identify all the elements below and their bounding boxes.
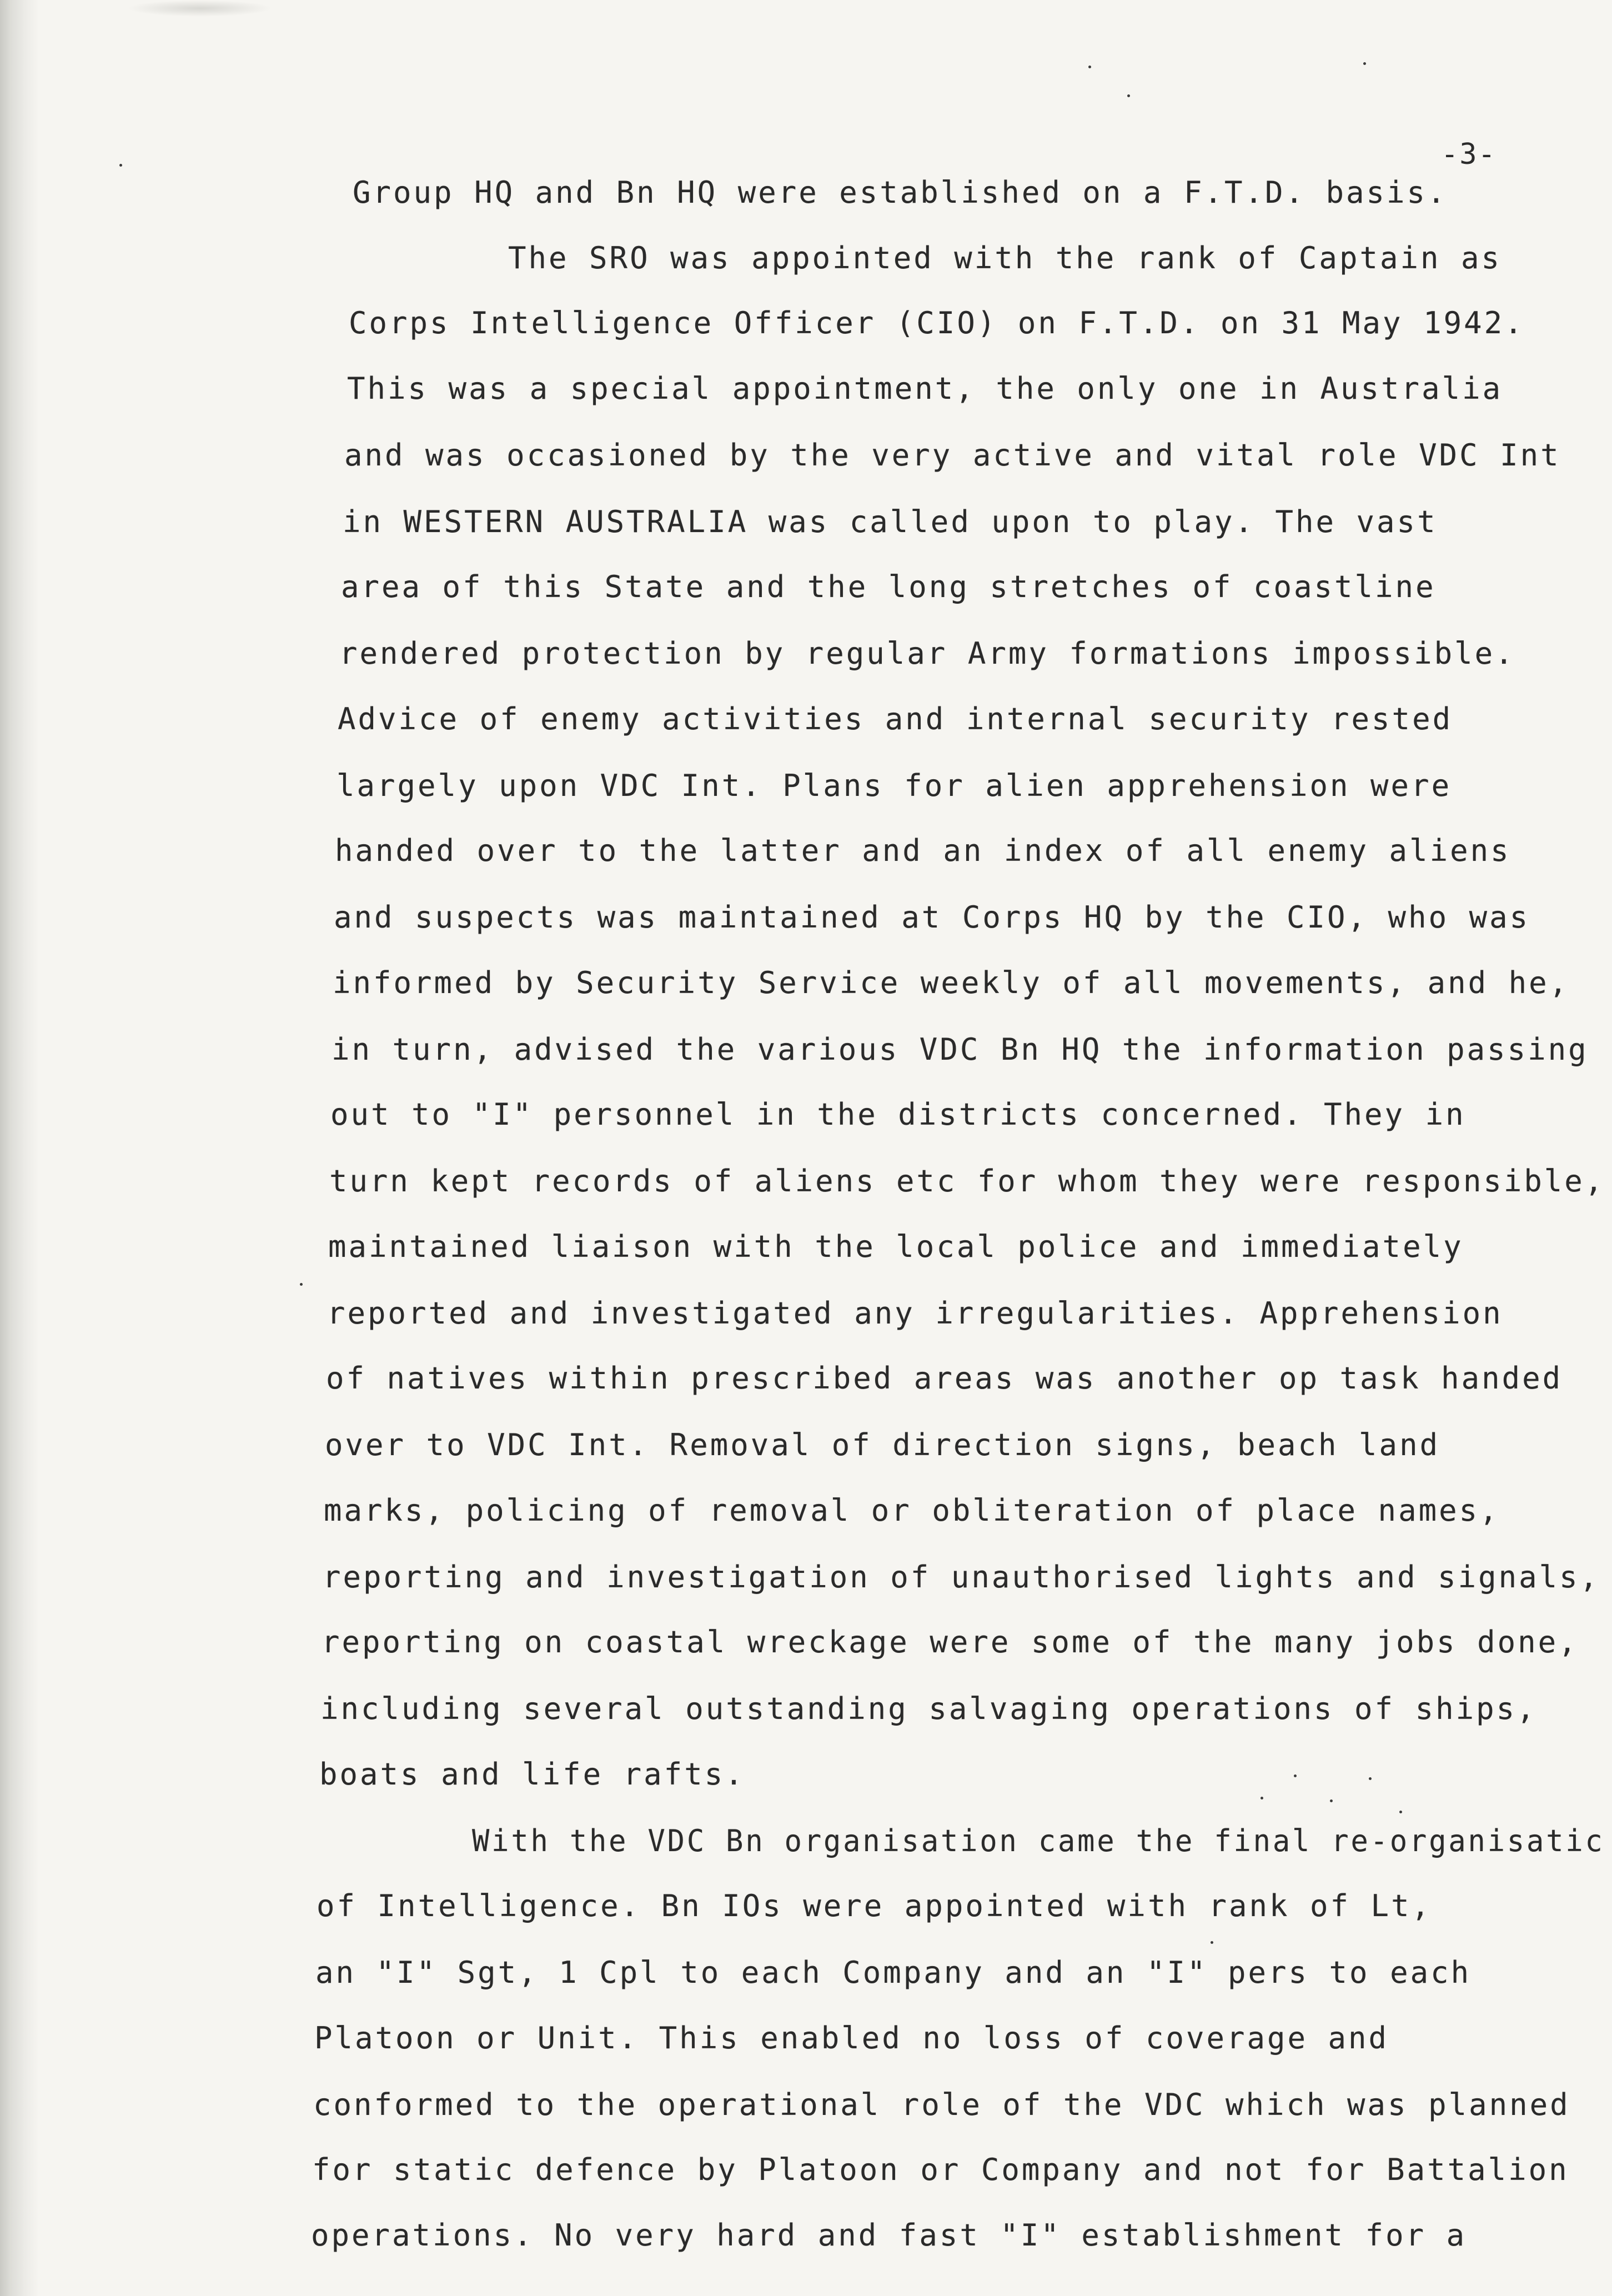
- text-line: With the VDC Bn organisation came the final re-organisatic: [472, 1823, 1605, 1858]
- text-line: reported and investigated any irregularities. Apprehension: [327, 1296, 1503, 1331]
- text-line: rendered protection by regular Army formations impossible.: [339, 636, 1515, 671]
- text-line: handed over to the latter and an index of all enemy aliens: [335, 833, 1511, 868]
- paper-speck: [1363, 62, 1366, 65]
- text-line: over to VDC Int. Removal of direction signs, beach land: [325, 1427, 1440, 1462]
- text-line: Corps Intelligence Officer (CIO) on F.T.D. on 31 May 1942.: [349, 305, 1525, 340]
- paper-speck: [119, 164, 122, 167]
- text-line: and was occasioned by the very active and vital role VDC Int: [344, 438, 1561, 473]
- paper-speck: [1399, 1811, 1402, 1813]
- text-line: marks, policing of removal or obliteration of place names,: [324, 1493, 1500, 1528]
- text-line: area of this State and the long stretches of coastline: [341, 569, 1436, 604]
- paper-speck: [1369, 1777, 1372, 1780]
- text-line: and suspects was maintained at Corps HQ by the CIO, who was: [334, 900, 1530, 935]
- text-line: This was a special appointment, the only one in Australia: [347, 371, 1503, 406]
- text-line: The SRO was appointed with the rank of Captain as: [508, 240, 1502, 275]
- text-line: operations. No very hard and fast "I" establishment for a: [311, 2218, 1467, 2253]
- paper-speck: [1088, 66, 1091, 68]
- text-line: an "I" Sgt, 1 Cpl to each Company and an "I" pers to each: [315, 1955, 1472, 1990]
- text-line: in turn, advised the various VDC Bn HQ the information passing: [332, 1032, 1589, 1067]
- paper-speck: [1261, 1797, 1263, 1799]
- text-line: maintained liaison with the local police and immediately: [328, 1229, 1464, 1264]
- text-line: informed by Security Service weekly of all movements, and he,: [333, 965, 1570, 1000]
- paper-speck: [1127, 94, 1130, 97]
- text-line: in WESTERN AUSTRALIA was called upon to play. The vast: [343, 504, 1438, 539]
- text-line: including several outstanding salvaging operations of ships,: [320, 1691, 1537, 1726]
- paper-speck: [1211, 1941, 1213, 1944]
- text-line: conformed to the operational role of the VDC which was planned: [313, 2087, 1570, 2122]
- paper-speck: [300, 1283, 303, 1286]
- text-line: Group HQ and Bn HQ were established on a F.T.D. basis.: [353, 175, 1448, 210]
- text-line: boats and life rafts.: [319, 1757, 745, 1792]
- page-number: -3-: [1441, 138, 1497, 171]
- text-line: reporting and investigation of unauthorised lights and signals,: [323, 1560, 1600, 1595]
- text-line: Platoon or Unit. This enabled no loss of coverage and: [314, 2021, 1389, 2056]
- text-line: reporting on coastal wreckage were some of the many jobs done,: [322, 1625, 1579, 1660]
- text-line: for static defence by Platoon or Company and not for Battalion: [312, 2152, 1569, 2187]
- paper-speck: [1330, 1799, 1333, 1802]
- text-line: turn kept records of aliens etc for whom they were responsible,: [329, 1164, 1605, 1199]
- text-line: Advice of enemy activities and internal security rested: [338, 701, 1453, 736]
- text-line: largely upon VDC Int. Plans for alien apprehension were: [337, 768, 1452, 803]
- paper-speck: [1294, 1774, 1297, 1777]
- text-line: of Intelligence. Bn IOs were appointed with rank of Lt,: [317, 1888, 1432, 1923]
- text-line: of natives within prescribed areas was another op task handed: [326, 1361, 1563, 1396]
- text-line: out to "I" personnel in the districts concerned. They in: [330, 1097, 1466, 1132]
